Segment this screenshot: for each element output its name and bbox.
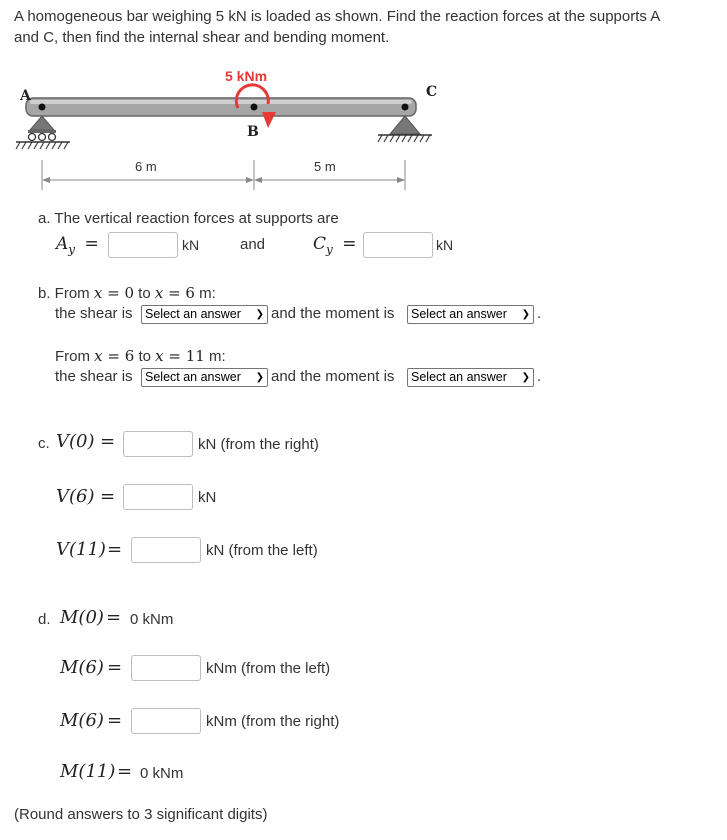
v0-input[interactable] xyxy=(123,431,193,457)
dim-right-label: 5 m xyxy=(314,159,336,174)
v6-label: V(6) xyxy=(56,486,95,507)
chevron-down-icon: ❯ xyxy=(255,372,264,383)
cy-unit: kN xyxy=(436,237,454,253)
and-text: and xyxy=(240,236,266,253)
moment-select-1[interactable]: Select an answer ❯ xyxy=(407,305,534,324)
point-b xyxy=(251,104,258,111)
ay-input[interactable] xyxy=(108,232,178,258)
dimension-lines xyxy=(42,160,405,190)
chevron-down-icon: ❯ xyxy=(521,309,530,320)
shear-select-1[interactable]: Select an answer ❯ xyxy=(141,305,268,324)
m6a-eq: = xyxy=(107,657,123,678)
problem-line-1: A homogeneous bar weighing 5 kN is loaded as shown. Find the reaction forces at the supports A xyxy=(14,8,661,25)
chevron-down-icon: ❯ xyxy=(255,309,264,320)
pin-c xyxy=(402,104,409,111)
part-d-prefix: d. xyxy=(38,611,51,628)
v0-label: V(0) xyxy=(56,431,95,452)
label-b: B xyxy=(247,124,259,140)
cy-label: $C_y$ = xyxy=(313,234,357,257)
v6-input[interactable] xyxy=(123,484,193,510)
dim-left-label: 6 m xyxy=(135,159,157,174)
moment-select-2[interactable]: Select an answer ❯ xyxy=(407,368,534,387)
v6-unit: kN xyxy=(198,489,217,506)
chevron-down-icon: ❯ xyxy=(521,372,530,383)
m6a-unit: kNm (from the left) xyxy=(206,660,331,677)
shear-label-2: the shear is xyxy=(55,368,133,385)
part-b-range-1: b. From x = 0 to x = 6 m: xyxy=(38,284,216,302)
m6b-eq: = xyxy=(107,710,123,731)
shear-label-1: the shear is xyxy=(55,305,133,322)
v11-unit: kN (from the left) xyxy=(206,542,318,559)
problem-line-2: and C, then find the internal shear and bending moment. xyxy=(14,29,390,46)
v11-label: V(11) xyxy=(56,539,106,560)
v0-eq: = xyxy=(100,431,116,452)
m11-label: M(11) xyxy=(60,761,116,782)
period-2: . xyxy=(537,368,542,385)
v11-input[interactable] xyxy=(131,537,201,563)
m6b-label: M(6) xyxy=(60,710,104,731)
m11-value: 0 kNm xyxy=(140,765,184,782)
m0-label: M(0) xyxy=(60,607,104,628)
rounding-note: (Round answers to 3 significant digits) xyxy=(14,806,268,823)
pin-a xyxy=(39,104,46,111)
label-a: A xyxy=(20,88,31,104)
m11-eq: = xyxy=(117,761,133,782)
part-a-intro: a. The vertical reaction forces at supports are xyxy=(38,210,339,227)
beam-highlight xyxy=(30,100,412,104)
moment-label-1: and the moment is xyxy=(271,305,395,322)
v11-eq: = xyxy=(107,539,123,560)
part-b-range-2: From x = 6 to x = 11 m: xyxy=(55,347,226,365)
ay-unit: kN xyxy=(182,237,200,253)
m6b-unit: kNm (from the right) xyxy=(206,713,340,730)
m6a-input[interactable] xyxy=(131,655,201,681)
period-1: . xyxy=(537,305,542,322)
v6-eq: = xyxy=(100,486,116,507)
shear-select-2[interactable]: Select an answer ❯ xyxy=(141,368,268,387)
pin-support-c xyxy=(378,116,432,142)
part-c-prefix: c. xyxy=(38,435,50,452)
m6a-label: M(6) xyxy=(60,657,104,678)
roller-support-a xyxy=(16,116,70,149)
moment-label: 5 kNm xyxy=(225,68,268,84)
cy-input[interactable] xyxy=(363,232,433,258)
v0-unit: kN (from the right) xyxy=(198,436,319,453)
moment-label-2: and the moment is xyxy=(271,368,395,385)
m0-value: 0 kNm xyxy=(130,611,174,628)
m6b-input[interactable] xyxy=(131,708,201,734)
m0-eq: = xyxy=(106,607,122,628)
label-c: C xyxy=(426,84,438,100)
ay-label: $A_y$ = xyxy=(56,234,99,257)
